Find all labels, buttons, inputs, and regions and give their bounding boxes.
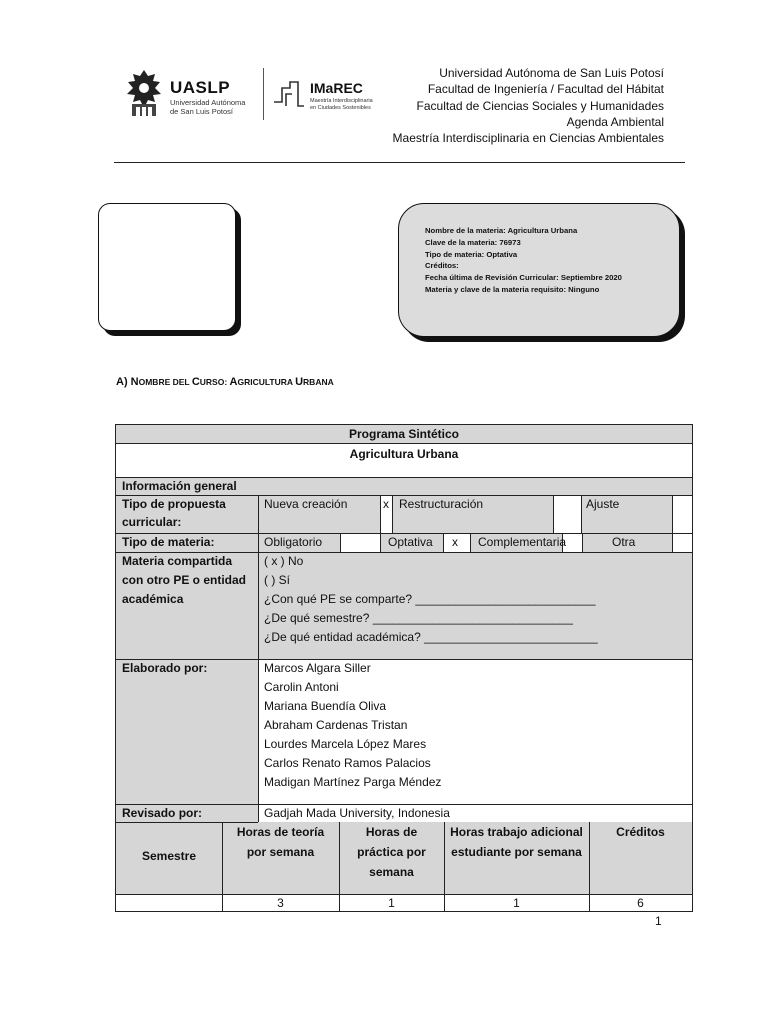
otra-box [672,533,692,552]
program-table [115,424,693,912]
uaslp-logo [122,68,262,120]
uaslp-crest-icon [122,68,166,120]
tipo-materia-label: Tipo de materia: [122,535,215,549]
imarec-logo-name: IMaREC [310,80,363,96]
compartida-line: ¿De qué semestre? ______________________________ [264,611,573,625]
header-line: Universidad Autónoma de San Luis Potosí [439,66,664,80]
nueva-mark: x [383,497,389,511]
optativa-mark: x [452,535,458,549]
propuesta-label-2: curricular: [122,515,182,529]
teoria-header: Horas de teoría [236,825,325,839]
practica-header-2: práctica por [357,845,426,859]
course-info-box [398,203,680,337]
header-line: Maestría Interdisciplinaria en Ciencias Ambientales [392,131,664,146]
uaslp-logo-subtitle: Universidad Autónoma de San Luis Potosí [170,98,246,116]
author-name: Carolin Antoni [264,680,339,694]
compartida-label-3: académica [122,592,184,606]
compartida-line: ( ) Sí [264,573,290,587]
restructuracion-box [553,495,581,533]
creditos-value: 6 [637,896,644,910]
compartida-label-2: con otro PE o entidad [122,573,247,587]
info-line: Materia y clave de la materia requisito: Ninguno [425,284,600,294]
practica-header: Horas de [365,825,418,839]
nueva-creacion: Nueva creación [264,497,348,511]
teoria-value: 3 [277,896,284,910]
table-subtitle: Agricultura Urbana [349,447,459,461]
compartida-label: Materia compartida [122,554,233,568]
header-line: Facultad de Ciencias Sociales y Humanidades [416,98,664,113]
info-line: Nombre de la materia: Agricultura Urbana [425,226,578,235]
header-rule [114,162,685,163]
header-line: Agenda Ambiental [566,114,664,129]
author-name: Abraham Cardenas Tristan [264,718,408,732]
page-number: 1 [655,914,662,928]
creditos-header: Créditos [616,825,665,839]
institution-header [393,65,664,146]
author-name: Lourdes Marcela López Mares [264,737,427,751]
teoria-header-2: por semana [246,845,315,859]
photo-box [98,203,236,331]
imarec-mark-icon [272,76,306,112]
practica-value: 1 [388,896,395,910]
complementaria: Complementaria [478,535,567,549]
imarec-logo [272,76,392,116]
compartida-line: ( x ) No [264,554,304,568]
compartida-line: ¿Con qué PE se comparte? ___________________________ [264,592,596,606]
practica-header-3: semana [369,865,414,879]
info-line: Clave de la materia: 76973 [425,237,521,247]
ajuste-box [672,495,692,533]
semestre-header: Semestre [141,849,197,863]
revisado-value: Gadjah Mada University, Indonesia [264,806,450,820]
author-name: Mariana Buendía Oliva [264,699,387,713]
info-line: Fecha última de Revisión Curricular: Septiembre 2020 [425,273,622,283]
compartida-line: ¿De qué entidad académica? __________________________ [264,630,598,644]
obligatorio: Obligatorio [264,535,323,549]
section-a-heading: A) NOMBRE DEL CURSO: AGRICULTURA URBANA [116,376,334,388]
author-name: Carlos Renato Ramos Palacios [264,756,431,770]
header-line: Facultad de Ingeniería / Facultad del Hábitat [427,82,664,97]
ajuste: Ajuste [586,497,620,511]
adicional-header: Horas trabajo adicional [450,825,583,839]
imarec-logo-subtitle: Maestría Interdisciplinaria en Ciudades Sostenibles [310,98,373,111]
author-name: Marcos Algara Siller [264,661,371,675]
info-line: Créditos: [425,261,459,271]
table-title: Programa Sintético [348,427,460,441]
adicional-header-2: estudiante por semana [451,845,582,859]
adicional-value: 1 [513,896,520,910]
optativa: Optativa [388,535,433,549]
elaborado-label: Elaborado por: [122,661,208,675]
uaslp-logo-name: UASLP [170,78,231,97]
logo-divider [263,68,264,120]
author-name: Madigan Martínez Parga Méndez [264,775,442,789]
info-line: Tipo de materia: Optativa [425,249,518,259]
general-info-label: Información general [122,479,237,493]
otra: Otra [612,535,636,549]
restructuracion: Restructuración [399,497,484,511]
obligatorio-box [340,533,380,552]
revisado-label: Revisado por: [122,806,203,820]
propuesta-label: Tipo de propuesta [122,497,226,511]
